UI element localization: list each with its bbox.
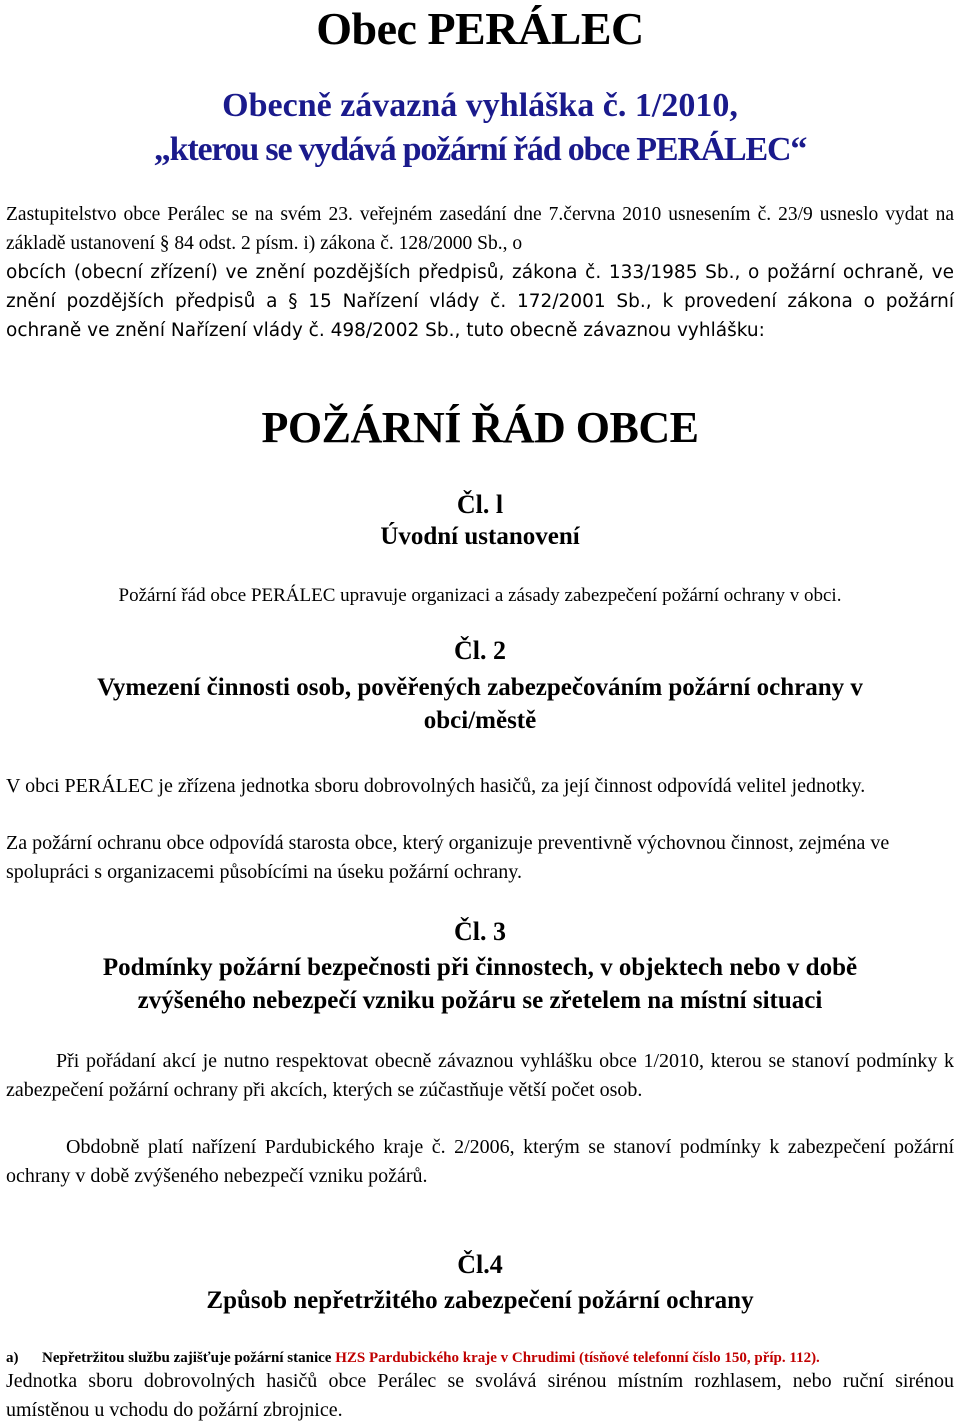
article-2-title-line1: Vymezení činnosti osob, pověřených zabezpečováním požární ochrany v	[97, 674, 863, 701]
decree-subtitle: „kterou se vydává požární řád obce PERÁLEC“	[153, 131, 807, 168]
article-2-paragraph-1: V obci PERÁLEC je zřízena jednotka sboru dobrovolných hasičů, za její činnost odpovídá velitel jednotky.	[6, 775, 866, 797]
item-a-text: Nepřetržitou službu zajišťuje požární stanice	[42, 1350, 336, 1366]
page-title: Obec PERÁLEC	[316, 3, 644, 54]
article-4-item-a	[6, 1347, 954, 1369]
decree-title: Obecně závazná vyhláška č. 1/2010,	[222, 87, 738, 124]
article-3-paragraph-2: Obdobně platí nařízení Pardubického kraje č. 2/2006, kterým se stanoví podmínky k zabezpečení požární ochrany v době zvýšeného nebezpečí vzniku požárů.	[6, 1136, 954, 1187]
article-3-paragraph-1: Při pořádaní akcí je nutno respektovat obecně závaznou vyhlášku obce 1/2010, kterou se stanoví podmínky k zabezpečení požární ochrany při akcích, kterých se zúčastňuje větší počet osob.	[6, 1050, 954, 1101]
article-3-title-line1: Podmínky požární bezpečnosti při činnostech, v objektech nebo v době	[102, 954, 858, 981]
article-2-number: Čl. 2	[454, 636, 506, 665]
article-1-number: Čl. l	[456, 490, 504, 519]
article-3-number: Čl. 3	[454, 917, 506, 946]
item-a-label: a)	[6, 1350, 19, 1366]
item-a-highlight: HZS Pardubického kraje v Chrudimi (tísňové telefonní číslo 150, příp. 112).	[335, 1350, 820, 1366]
article-2-paragraph-2: Za požární ochranu obce odpovídá starosta obce, který organizuje preventivně výchovnou činnost, zejména ve spolupráci s organizacemi působícími na úseku požární ochrany.	[6, 832, 890, 883]
fire-order-title: POŽÁRNÍ ŘÁD OBCE	[261, 403, 699, 452]
article-3-title-line2: zvýšeného nebezpečí vzniku požáru se zřetelem na místní situaci	[137, 987, 823, 1014]
preamble-line2: obcích (obecní zřízení) ve znění pozdějších předpisů, zákona č. 133/1985 Sb., o požární ochraně, ve znění pozdějších předpisů a § 15 Nařízení vlády č. 172/2001 Sb., k provedení zákona o požární ochraně ve znění Nařízení vlády č. 498/2002 Sb., tuto obecně závaznou vyhlášku:	[6, 262, 954, 341]
article-4-number: Čl.4	[457, 1250, 503, 1279]
article-2-title-line2: obci/městě	[423, 707, 537, 734]
article-1-text: Požární řád obce PERÁLEC upravuje organizaci a zásady zabezpečení požární ochrany v obci.	[118, 585, 842, 606]
article-4-paragraph-1: Jednotka sboru dobrovolných hasičů obce Perálec se svolává sirénou místním rozhlasem, nebo ruční sirénou umístěnou u vchodu do požární zbrojnice.	[6, 1370, 954, 1421]
preamble-line1: Zastupitelstvo obce Perálec se na svém 23. veřejném zasedání dne 7.června 2010 usnesením č. 23/9 usneslo vydat na základě ustanovení § 84 odst. 2 písm. i) zákona č. 128/2000 Sb., o	[6, 204, 954, 254]
article-1-title: Úvodní ustanovení	[380, 523, 580, 550]
article-4-title: Způsob nepřetržitého zabezpečení požární ochrany	[206, 1287, 754, 1314]
